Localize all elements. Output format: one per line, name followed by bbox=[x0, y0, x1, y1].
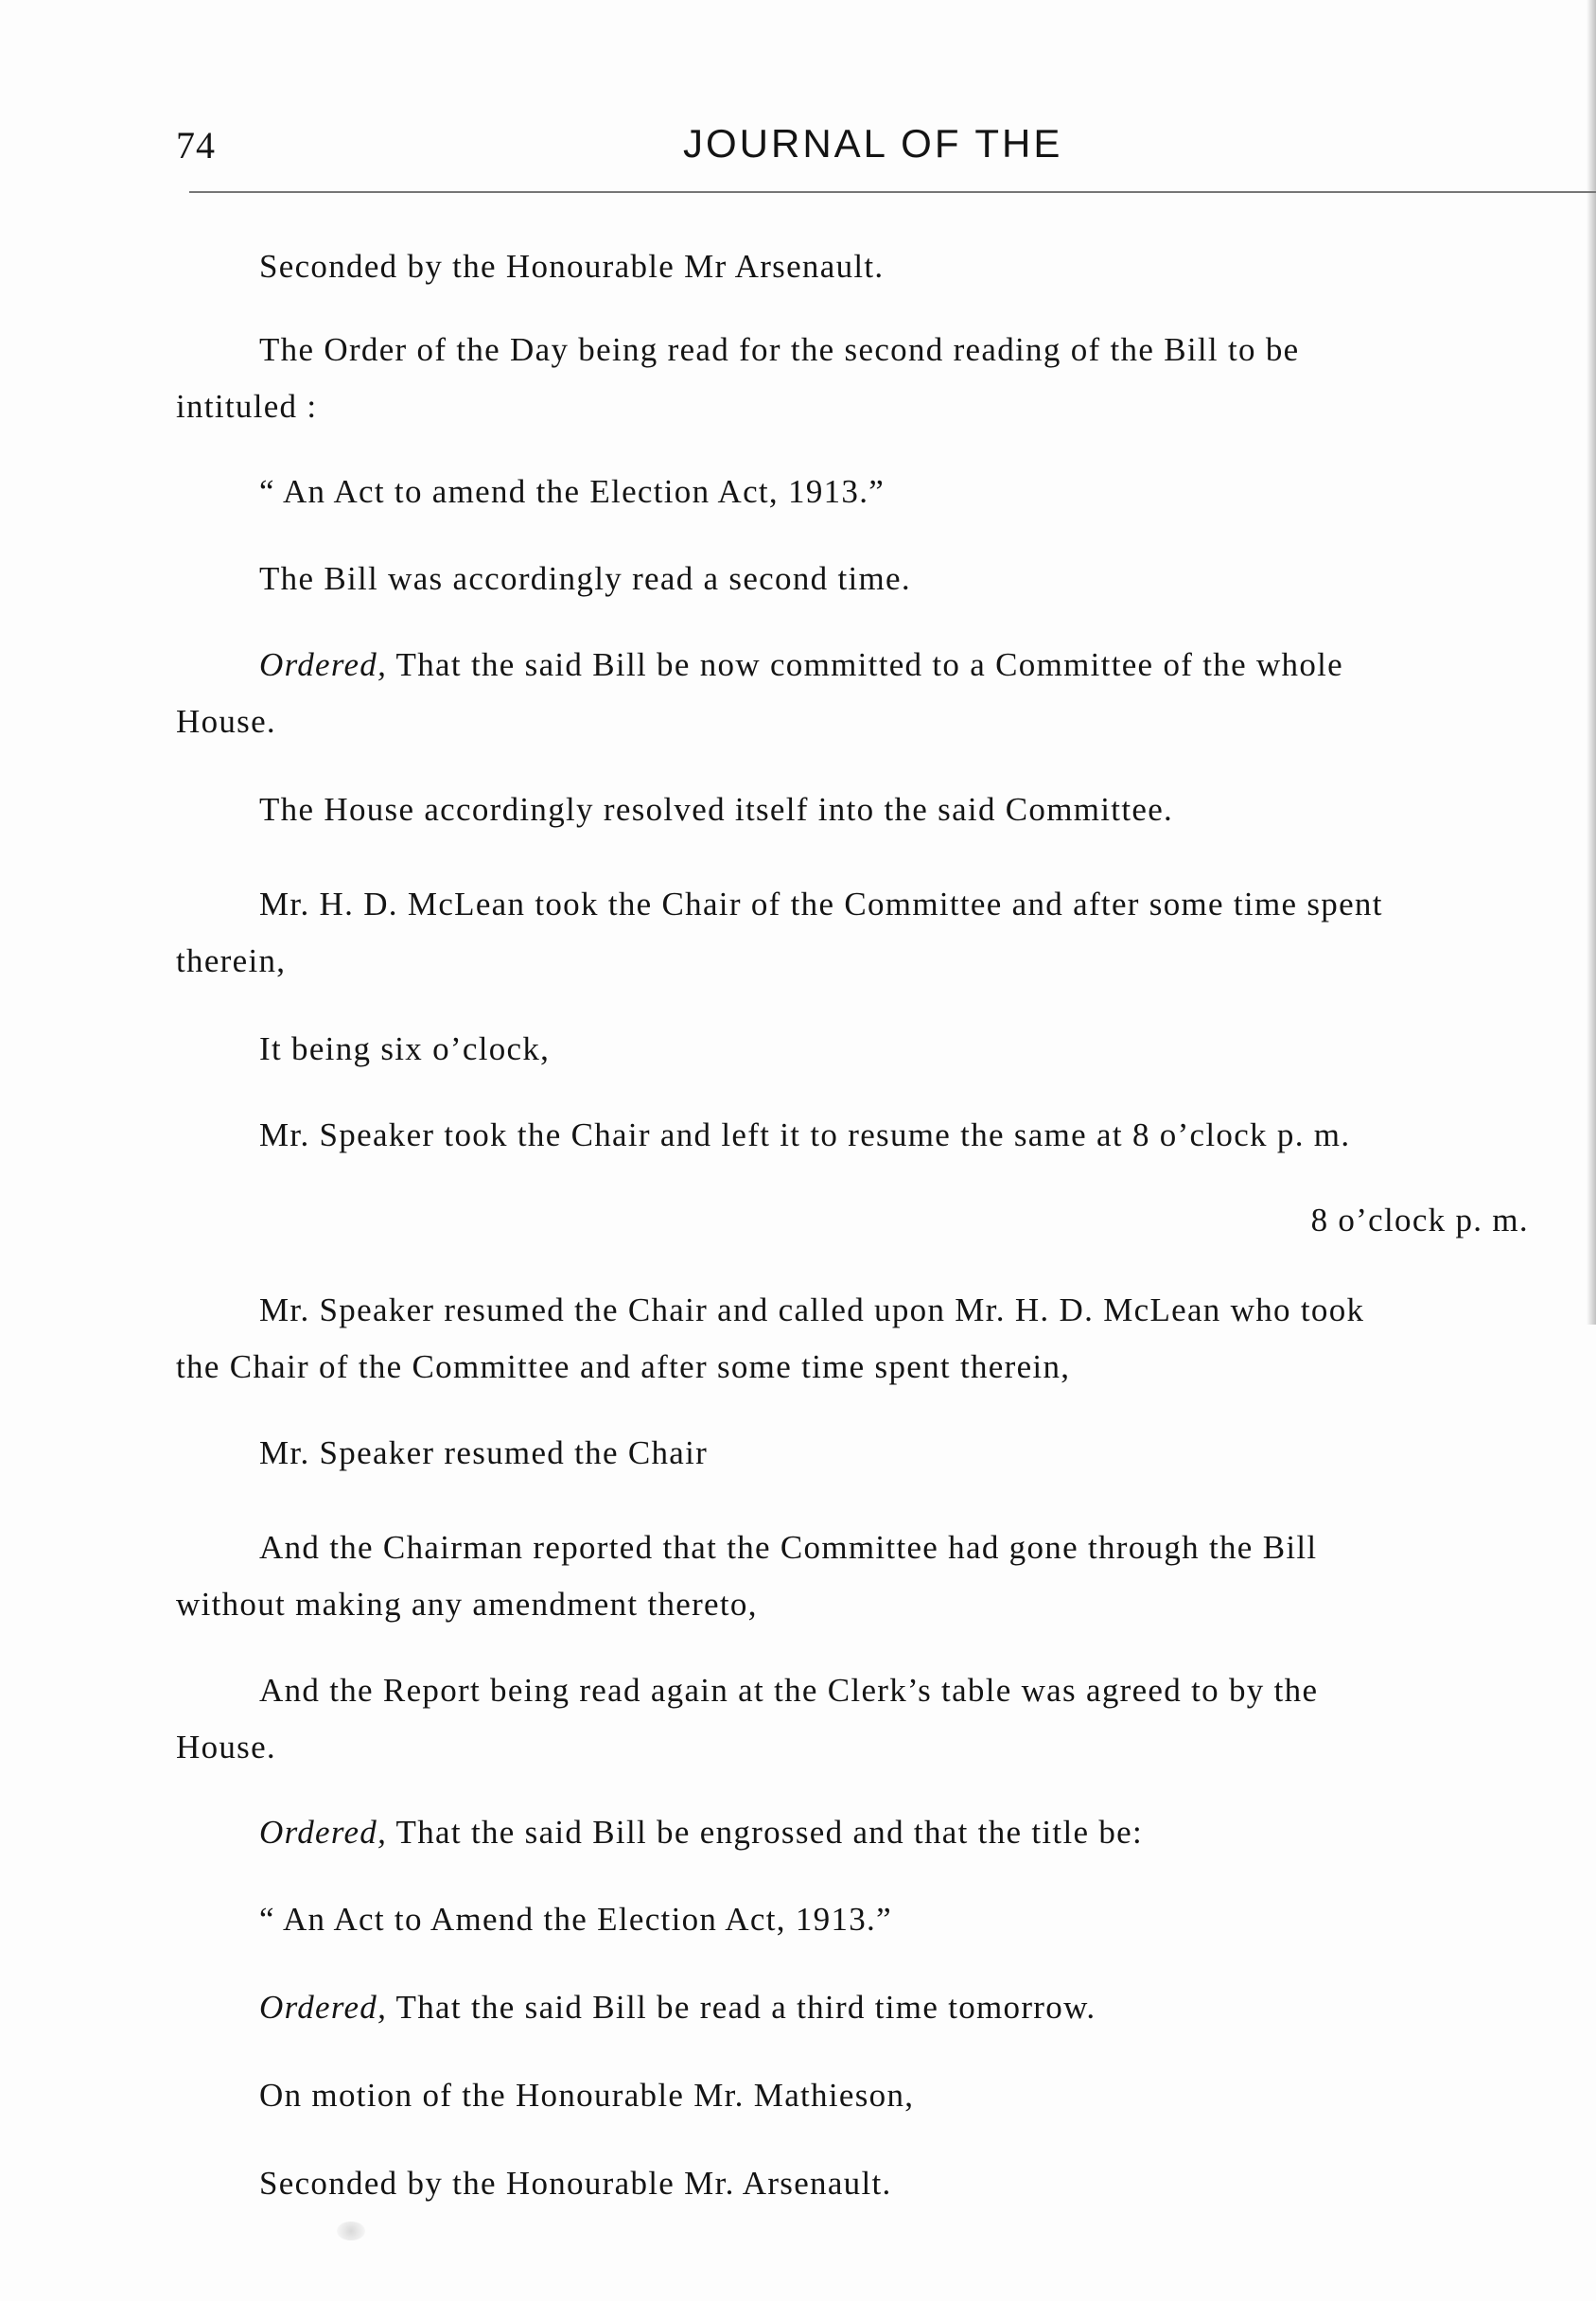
paragraph-line bbox=[176, 1804, 1596, 1861]
paragraph-ordered-third-reading bbox=[176, 1979, 1596, 2036]
paragraph-line: “ An Act to amend the Election Act, 1913.” bbox=[259, 473, 886, 510]
paragraph-speaker-resumed-mclean bbox=[176, 1282, 1596, 1396]
paragraph-chairman-reported bbox=[176, 1519, 1596, 1633]
paragraph-line: “ An Act to Amend the Election Act, 1913.” bbox=[259, 1901, 892, 1938]
ordered-label: Ordered, bbox=[259, 1814, 388, 1851]
paragraph-line: Mr. Speaker took the Chair and left it to resume the same at 8 o’clock p. m. bbox=[259, 1116, 1351, 1153]
paragraph-line: without making any amendment thereto, bbox=[176, 1586, 758, 1623]
paragraph-mclean-chair bbox=[176, 876, 1596, 990]
paragraph-line: 8 o’clock p. m. bbox=[1310, 1202, 1529, 1238]
paragraph-text: That the said Bill be read a third time tomorrow. bbox=[387, 1989, 1096, 2026]
paragraph-line bbox=[176, 1979, 1596, 2036]
paragraph-motion-mathieson bbox=[176, 2067, 1596, 2124]
paragraph-line: Mr. Speaker resumed the Chair bbox=[259, 1434, 709, 1471]
paragraph-order-of-day bbox=[176, 322, 1596, 435]
paragraph-act-title-2 bbox=[176, 1891, 1596, 1948]
paragraph-line: Mr. Speaker resumed the Chair and called upon Mr. H. D. McLean who took bbox=[259, 1291, 1365, 1328]
paragraph-line: Seconded by the Honourable Mr. Arsenault. bbox=[259, 2165, 892, 2202]
paragraph-text: That the said Bill be engrossed and that the title be: bbox=[387, 1814, 1144, 1851]
ordered-label: Ordered, bbox=[259, 1989, 388, 2026]
paragraph-line: The Bill was accordingly read a second time. bbox=[259, 560, 911, 597]
paragraph-house-resolved bbox=[176, 782, 1596, 838]
paragraph-speaker-left bbox=[176, 1107, 1596, 1164]
paragraph-ordered-committed bbox=[176, 637, 1596, 750]
paragraph-line: On motion of the Honourable Mr. Mathieson, bbox=[259, 2077, 915, 2114]
paragraph-line: the Chair of the Committee and after some time spent therein, bbox=[176, 1348, 1071, 1385]
ink-smudge bbox=[337, 2222, 365, 2240]
paragraph-report-agreed bbox=[176, 1662, 1596, 1776]
paragraph-line: therein, bbox=[176, 942, 287, 979]
paragraph-act-title-1 bbox=[176, 464, 1596, 520]
running-head: JOURNAL OF THE bbox=[683, 121, 1063, 166]
paragraph-time-mark bbox=[176, 1192, 1529, 1249]
paragraph-line: House. bbox=[176, 1729, 276, 1765]
page-number: 74 bbox=[176, 124, 216, 167]
page-header bbox=[176, 115, 1596, 172]
paragraph-line: House. bbox=[176, 703, 276, 740]
paragraph-line: Mr. H. D. McLean took the Chair of the Committee and after some time spent bbox=[259, 886, 1383, 922]
paragraph-ordered-engrossed bbox=[176, 1804, 1596, 1861]
paragraph-text: That the said Bill be now committed to a Committee of the whole bbox=[387, 646, 1343, 683]
ordered-label: Ordered, bbox=[259, 646, 388, 683]
paragraph-line: And the Report being read again at the Clerk’s table was agreed to by the bbox=[259, 1672, 1319, 1709]
paragraph-six-oclock bbox=[176, 1021, 1596, 1078]
paragraph-line: The Order of the Day being read for the second reading of the Bill to be bbox=[259, 331, 1300, 368]
paragraph-line: intituled : bbox=[176, 388, 318, 425]
paragraph-seconded-2 bbox=[176, 2155, 1596, 2212]
paragraph-line: Seconded by the Honourable Mr Arsenault. bbox=[259, 248, 885, 285]
paragraph-line: It being six o’clock, bbox=[259, 1030, 551, 1067]
paragraph-line: The House accordingly resolved itself into the said Committee. bbox=[259, 791, 1174, 828]
paragraph-line: And the Chairman reported that the Committee had gone through the Bill bbox=[259, 1529, 1318, 1566]
paragraph-speaker-resumed bbox=[176, 1425, 1596, 1482]
paragraph-line bbox=[176, 637, 1596, 694]
paragraph-seconded-1 bbox=[176, 238, 1596, 295]
paragraph-second-reading bbox=[176, 551, 1596, 607]
header-rule bbox=[189, 191, 1596, 193]
